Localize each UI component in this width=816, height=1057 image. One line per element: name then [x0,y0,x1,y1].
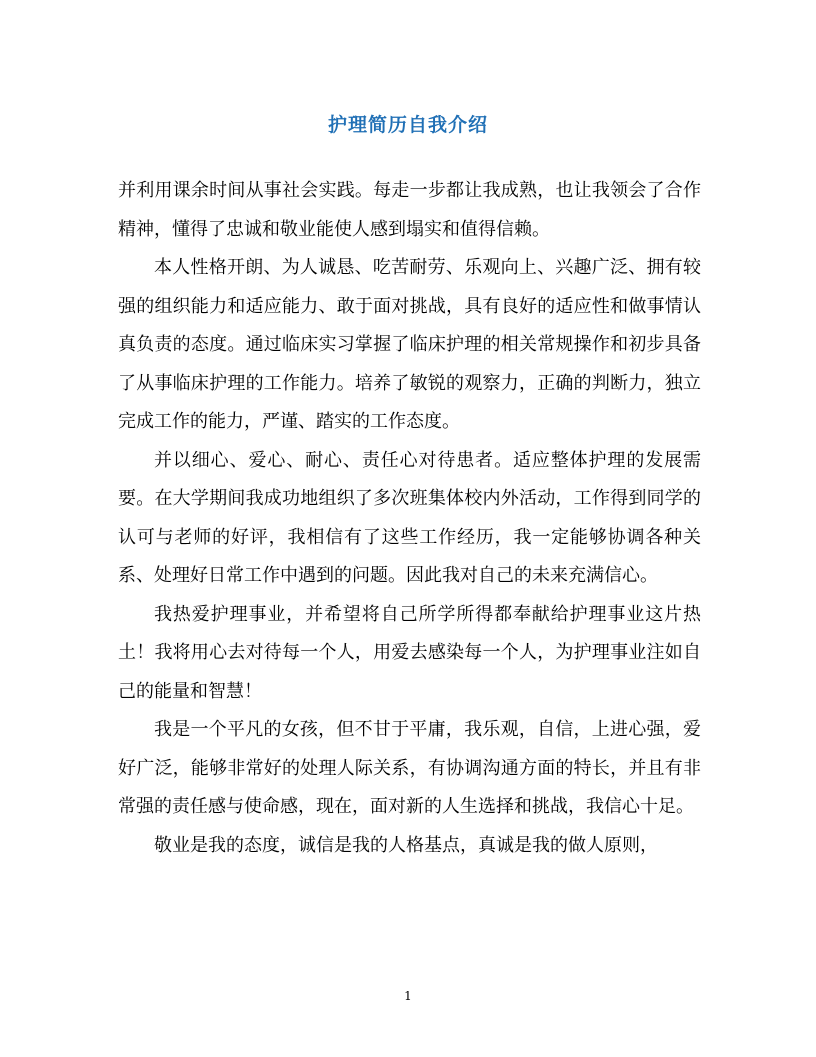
paragraph-5: 我是一个平凡的女孩，但不甘于平庸，我乐观，自信，上进心强，爱好广泛，能够非常好的处理人际关系，有协调沟通方面的特长，并且有非常强的责任感与使命感，现在，面对新的人生选择和挑战，我信心十足。 [118,719,701,817]
document-title: 护理简历自我介绍 [327,114,488,136]
paragraph-2: 本人性格开朗、为人诚恳、吃苦耐劳、乐观向上、兴趣广泛、拥有较强的组织能力和适应能力、敢于面对挑战，具有良好的适应性和做事情认真负责的态度。通过临床实习掌握了临床护理的相关常规操作和初步具备了从事临床护理的工作能力。培养了敏锐的观察力，正确的判断力，独立完成工作的能力，严谨、踏实的工作态度。 [118,257,701,432]
document-body [118,172,701,865]
paragraph-3: 并以细心、爱心、耐心、责任心对待患者。适应整体护理的发展需要。在大学期间我成功地组织了多次班集体校内外活动，工作得到同学的认可与老师的好评，我相信有了这些工作经历，我一定能够协调各种关系、处理好日常工作中遇到的问题。因此我对自己的未来充满信心。 [118,449,701,586]
page-number: 1 [404,989,412,1003]
paragraph-6: 敬业是我的态度，诚信是我的人格基点，真诚是我的做人原则， [154,834,658,856]
paragraph-1: 并利用课余时间从事社会实践。每走一步都让我成熟，也让我领会了合作精神，懂得了忠诚和敬业能使人感到塌实和值得信赖。 [118,180,701,240]
paragraph-4: 我热爱护理事业，并希望将自己所学所得都奉献给护理事业这片热土！我将用心去对待每一个人，用爱去感染每一个人，为护理事业注如自己的能量和智慧！ [118,603,701,702]
